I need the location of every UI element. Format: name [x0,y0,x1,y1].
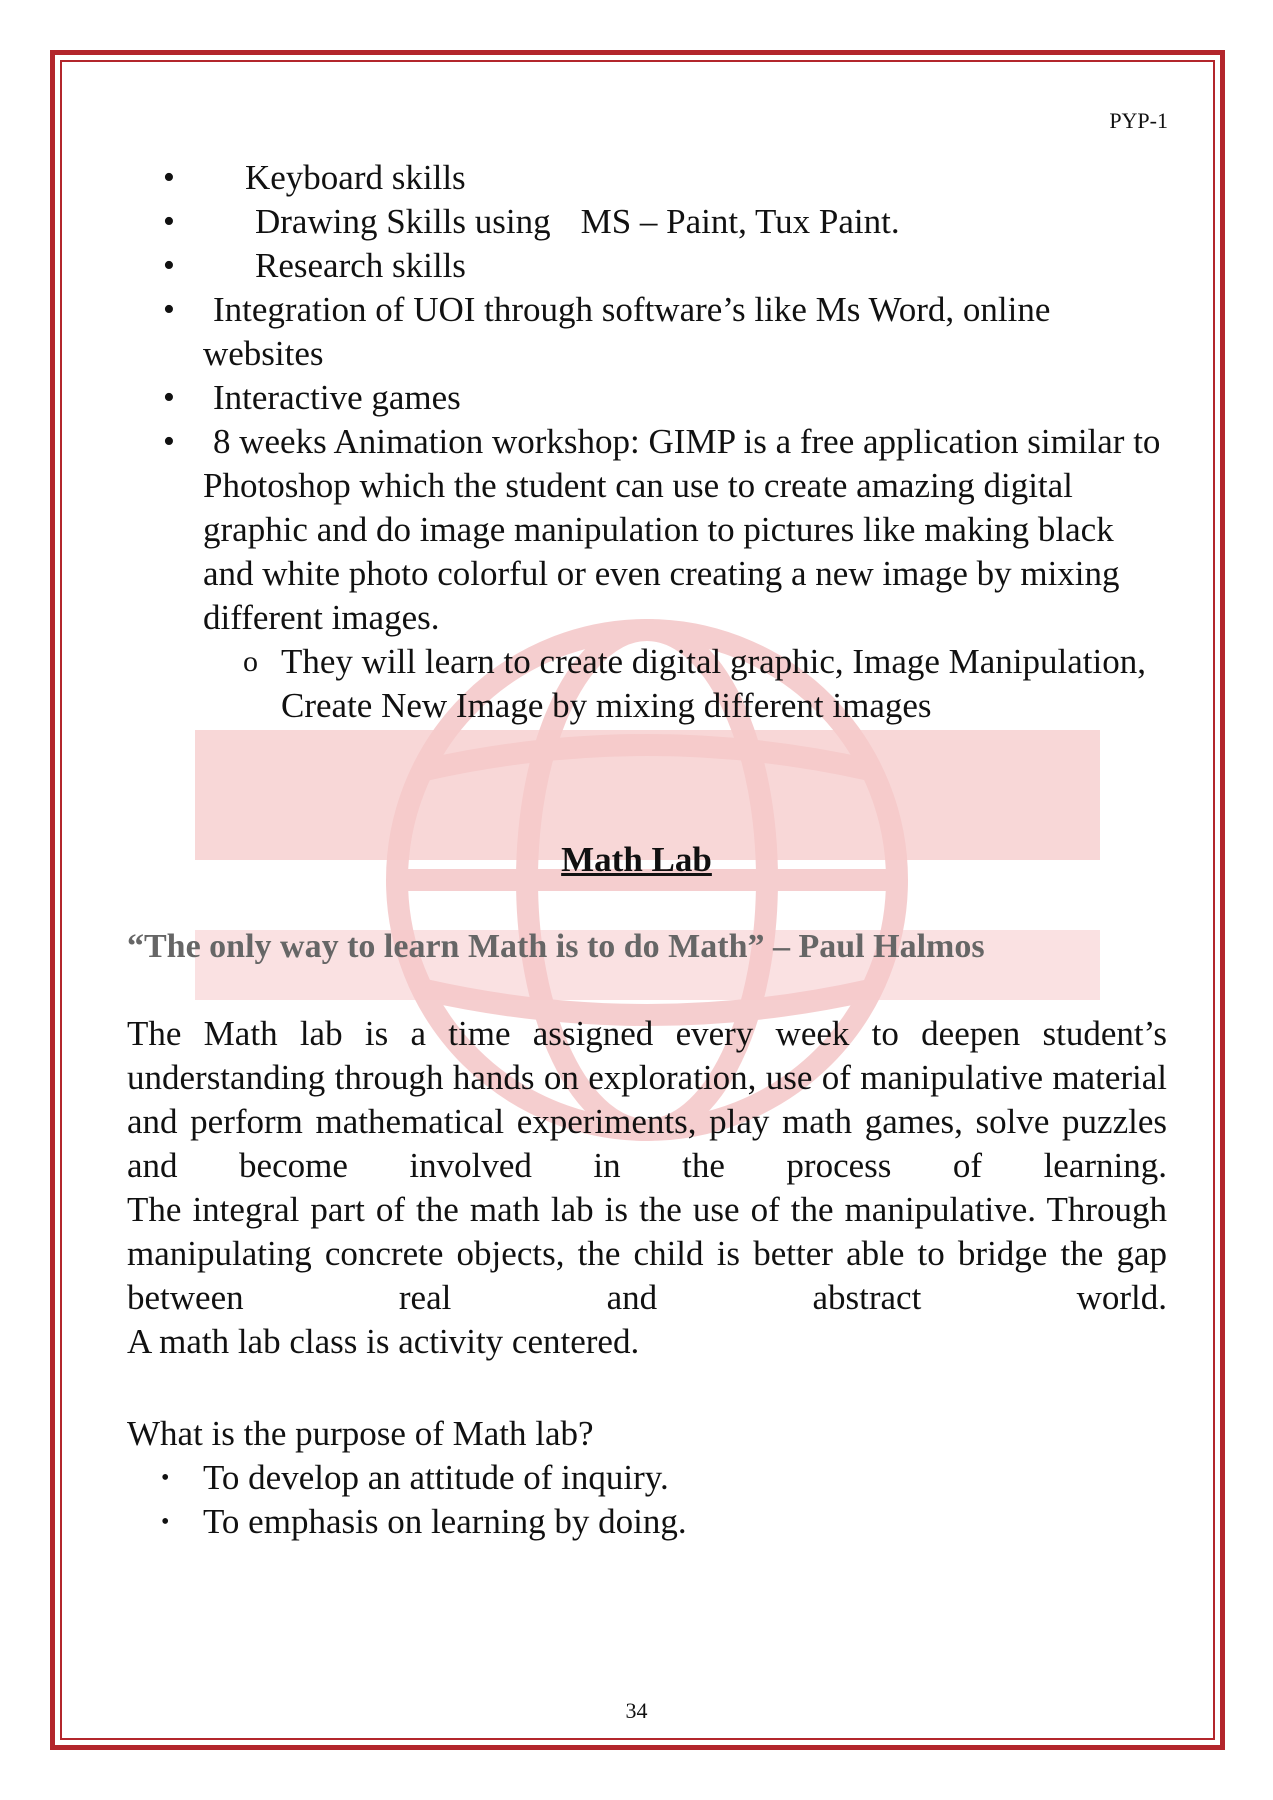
purpose-list [127,1456,687,1544]
list-item: • Interactive games [127,376,1167,420]
quote: “The only way to learn Math is to do Math” – Paul Halmos [127,928,985,965]
document-code: PYP-1 [1109,108,1168,133]
purpose-item: • To develop an attitude of inquiry. [127,1456,687,1500]
section-title: Math Lab [561,840,712,879]
sub-list [203,640,1167,728]
list-item: • Keyboard skills [127,156,1167,200]
purpose-question: What is the purpose of Math lab? [127,1414,594,1453]
sub-list-item: o They will learn to create digital graphic, Image Manipulation, Create New Image by mixing different images [203,640,1167,728]
list-item: • Drawing Skills using MS – Paint, Tux Paint. [127,200,1167,244]
paragraph-2: The integral part of the math lab is the use of the manipulative. Through manipulating concrete objects, the child is better able to bridge the gap between real and abstract world. [127,1190,1167,1317]
page-number: 34 [625,1698,648,1723]
list-item: • Research skills [127,244,1167,288]
paragraph-1: The Math lab is a time assigned every week to deepen student’s understanding through hands on exploration, use of manipulative material and perform mathematical experiments, play math games, solve puzzles and become involved in the process of learning. [127,1014,1167,1185]
list-item: • 8 weeks Animation workshop: GIMP is a free application similar to Photoshop which the student can use to create amazing digital graphic and do image manipulation to pictures like making black and white photo colorful or even creating a new image by mixing different images. o They will learn to create digital graphic, Image Manipulation, Create New Image by mixing different images [127,420,1167,728]
purpose-item: • To emphasis on learning by doing. [127,1500,687,1544]
skills-section [127,156,1167,728]
paragraph-3: A math lab class is activity centered. [127,1322,640,1361]
skills-list [127,156,1167,728]
list-item: • Integration of UOI through software’s like Ms Word, online websites [127,288,1167,376]
